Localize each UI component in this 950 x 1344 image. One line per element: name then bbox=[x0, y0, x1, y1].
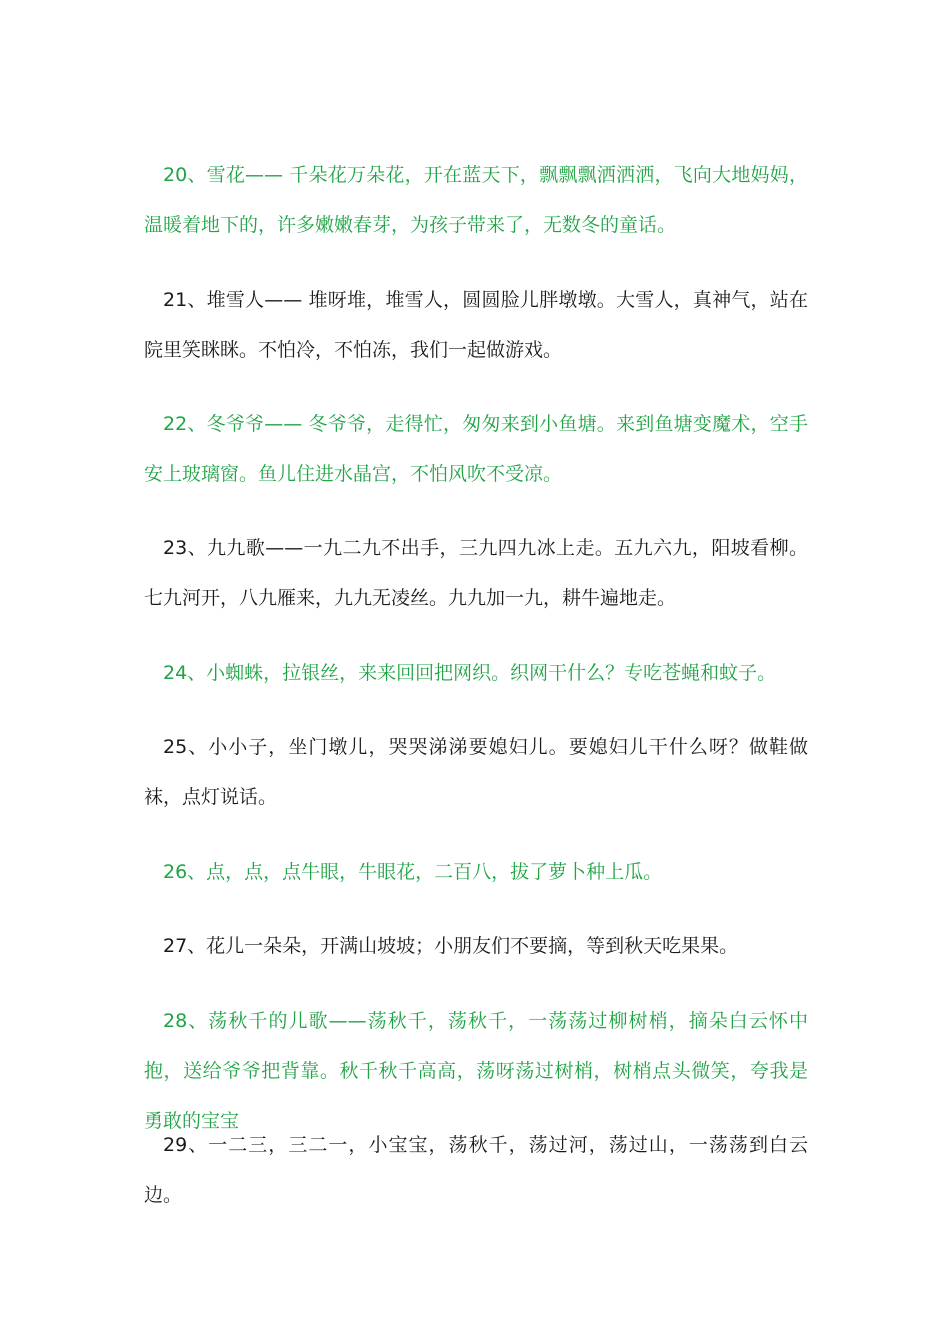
paragraph-25-little-boy: 25、小小子，坐门墩儿，哭哭涕涕要媳妇儿。要媳妇儿干什么呀？做鞋做袜，点灯说话。 bbox=[144, 736, 808, 808]
paragraph-27-flowers: 27、花儿一朵朵，开满山坡坡；小朋友们不要摘，等到秋天吃果果。 bbox=[163, 935, 739, 957]
paragraph-22-grandpa-winter: 22、冬爷爷—— 冬爷爷，走得忙，匆匆来到小鱼塘。来到鱼塘变魔术，空手安上玻璃窗。鱼儿住进水晶宫，不怕风吹不受凉。 bbox=[144, 413, 808, 485]
paragraph-21-snowman: 21、堆雪人—— 堆呀堆，堆雪人，圆圆脸儿胖墩墩。大雪人，真神气，站在院里笑眯眯。不怕冷，不怕冻，我们一起做游戏。 bbox=[144, 289, 808, 361]
paragraph-23-nine-nine-song: 23、九九歌——一九二九不出手，三九四九冰上走。五九六九，阳坡看柳。七九河开，八九雁来，九九无凌丝。九九加一九，耕牛遍地走。 bbox=[144, 537, 808, 609]
paragraph-26-ox-eye: 26、点，点，点牛眼，牛眼花，二百八，拔了萝卜种上瓜。 bbox=[163, 861, 663, 883]
paragraph-29-one-two-three: 29、一二三，三二一，小宝宝，荡秋千，荡过河，荡过山，一荡荡到白云边。 bbox=[144, 1134, 808, 1206]
paragraph-24-little-spider: 24、小蜘蛛，拉银丝，来来回回把网织。织网干什么？专吃苍蝇和蚊子。 bbox=[163, 662, 777, 684]
paragraph-28-swing-song: 28、荡秋千的儿歌——荡秋千，荡秋千，一荡荡过柳树梢，摘朵白云怀中抱，送给爷爷把背靠。秋千秋千高高，荡呀荡过树梢，树梢点头微笑，夸我是勇敢的宝宝 bbox=[144, 1010, 808, 1132]
paragraph-20-snowflake: 20、雪花—— 千朵花万朵花，开在蓝天下，飘飘飘洒洒洒，飞向大地妈妈，温暖着地下的，许多嫩嫩春芽，为孩子带来了，无数冬的童话。 bbox=[144, 164, 808, 236]
